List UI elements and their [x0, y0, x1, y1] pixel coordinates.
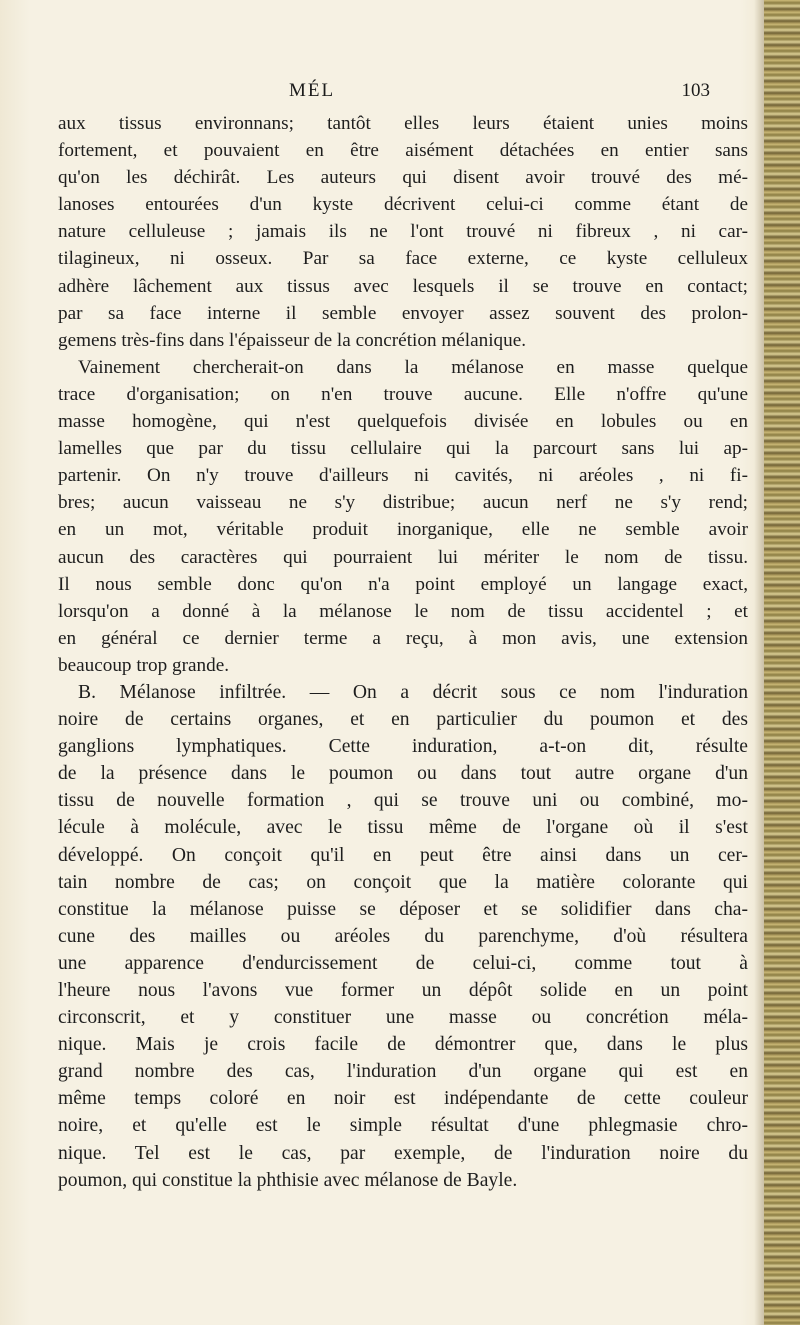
- text-line: adhère lâchement aux tissus avec lesquels il se trouve en contact;: [58, 275, 748, 297]
- text-line: bres; aucun vaisseau ne s'y distribue; aucun nerf ne s'y rend;: [58, 492, 748, 514]
- text-line: tissu de nouvelle formation , qui se trouve uni ou combiné, mo-: [58, 790, 748, 812]
- text-line: développé. On conçoit qu'il en peut être ainsi dans un cer-: [58, 844, 748, 866]
- text-line: Vainement chercherait-on dans la mélanose en masse quelque: [78, 356, 748, 378]
- text-line: noire de certains organes, et en particulier du poumon et des: [58, 709, 748, 731]
- text-line: lamelles que par du tissu cellulaire qui la parcourt sans lui ap-: [58, 438, 748, 460]
- text-line: lanoses entourées d'un kyste décrivent celui-ci comme étant de: [58, 194, 748, 216]
- text-line: par sa face interne il semble envoyer assez souvent des prolon-: [58, 302, 748, 324]
- text-line: noire, et qu'elle est le simple résultat d'une phlegmasie chro-: [58, 1115, 748, 1137]
- text-line: cune des mailles ou aréoles du parenchyme, d'où résultera: [58, 925, 748, 947]
- text-line: gemens très-fins dans l'épaisseur de la concrétion mélanique.: [58, 329, 527, 351]
- text-line: en général ce dernier terme a reçu, à mon avis, une extension: [58, 627, 748, 649]
- text-line: Il nous semble donc qu'on n'a point employé un langage exact,: [58, 573, 748, 595]
- text-line: en un mot, véritable produit inorganique, elle ne semble avoir: [58, 519, 748, 541]
- body-text: [58, 110, 748, 1194]
- text-line: aux tissus environnans; tantôt elles leurs étaient unies moins: [58, 113, 748, 134]
- text-line: B. Mélanose infiltrée. — On a décrit sous ce nom l'induration: [78, 681, 748, 703]
- running-head: MÉL: [289, 80, 336, 101]
- text-line: masse homogène, qui n'est quelquefois divisée en lobules ou en: [58, 411, 748, 433]
- text-line: trace d'organisation; on n'en trouve aucune. Elle n'offre qu'une: [58, 383, 748, 405]
- binding-shadow: [754, 0, 764, 1325]
- text-line: l'heure nous l'avons vue former un dépôt solide en un point: [58, 980, 748, 1001]
- text-line: de la présence dans le poumon ou dans tout autre organe d'un: [58, 763, 748, 785]
- text-line: tilagineux, ni osseux. Par sa face externe, ce kyste celluleux: [58, 248, 748, 270]
- text-line: grand nombre des cas, l'induration d'un organe qui est en: [58, 1061, 748, 1083]
- text-line: constitue la mélanose puisse se déposer et se solidifier dans cha-: [58, 898, 748, 920]
- text-line: tain nombre de cas; on conçoit que la matière colorante qui: [58, 871, 748, 893]
- text-line: aucun des caractères qui pourraient lui mériter le nom de tissu.: [58, 546, 748, 568]
- text-line: lorsqu'on a donné à la mélanose le nom de tissu accidentel ; et: [58, 600, 748, 622]
- text-line: nature celluleuse ; jamais ils ne l'ont trouvé ni fibreux , ni car-: [58, 221, 748, 243]
- text-line: partenir. On n'y trouve d'ailleurs ni cavités, ni aréoles , ni fi-: [58, 465, 748, 487]
- text-line: fortement, et pouvaient en être aisément détachées en entier sans: [58, 140, 748, 162]
- text-line: ganglions lymphatiques. Cette induration, a-t-on dit, résulte: [58, 736, 748, 758]
- text-line: une apparence d'endurcissement de celui-ci, comme tout à: [58, 952, 748, 974]
- text-line: poumon, qui constitue la phthisie avec mélanose de Bayle.: [58, 1169, 518, 1191]
- text-line: circonscrit, et y constituer une masse ou concrétion méla-: [58, 1007, 748, 1029]
- text-line: même temps coloré en noir est indépendante de cette couleur: [58, 1088, 748, 1110]
- text-line: nique. Mais je crois facile de démontrer que, dans le plus: [58, 1034, 748, 1056]
- book-edge: [764, 0, 800, 1325]
- text-line: qu'on les déchirât. Les auteurs qui disent avoir trouvé des mé-: [58, 167, 748, 189]
- page-header: [285, 80, 725, 114]
- text-line: beaucoup trop grande.: [58, 654, 230, 676]
- text-line: lécule à molécule, avec le tissu même de l'organe où il s'est: [58, 817, 748, 839]
- page-number: 103: [681, 80, 710, 101]
- text-line: nique. Tel est le cas, par exemple, de l'induration noire du: [58, 1142, 748, 1164]
